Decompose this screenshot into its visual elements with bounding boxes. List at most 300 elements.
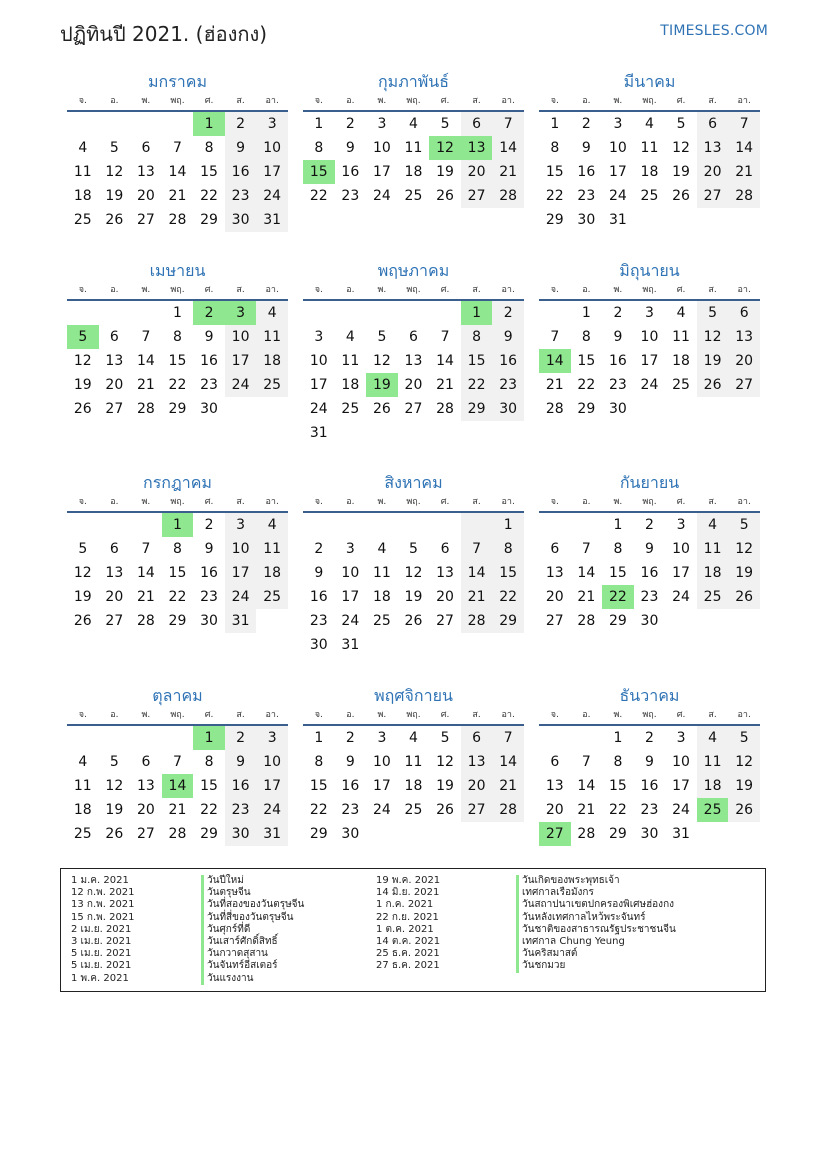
day-cell: 29 <box>608 826 627 842</box>
day-cell: 18 <box>640 164 659 180</box>
day-cell: 2 <box>314 541 324 557</box>
empty-day-cell <box>728 208 760 232</box>
day-cell: 20 <box>136 188 155 204</box>
day-cell: 7 <box>550 329 560 345</box>
day-cell: 30 <box>577 212 596 228</box>
day-cell: 13 <box>105 565 124 581</box>
day-cell: 23 <box>225 798 257 822</box>
empty-day-cell <box>130 301 162 325</box>
empty-day-cell <box>697 822 729 846</box>
empty-day-cell <box>67 513 99 537</box>
day-cell: 5 <box>697 301 729 325</box>
day-cell: 23 <box>640 802 659 818</box>
empty-day-cell <box>335 421 367 445</box>
day-cell: 26 <box>73 401 92 417</box>
day-cell: 6 <box>550 541 560 557</box>
day-cell: 23 <box>225 184 257 208</box>
empty-day-cell <box>429 301 461 325</box>
day-cell: 13 <box>404 353 423 369</box>
day-cell: 26 <box>404 613 423 629</box>
empty-day-cell <box>665 397 697 421</box>
weekday-label: จ. <box>550 497 559 507</box>
day-cell: 18 <box>697 774 729 798</box>
day-cell: 24 <box>672 802 690 818</box>
day-cell: 7 <box>581 754 591 770</box>
day-cell: 9 <box>492 325 524 349</box>
weekday-label: ส. <box>236 497 245 507</box>
weekday-label: ศ. <box>440 710 450 720</box>
weekday-label: ศ. <box>204 96 214 106</box>
month-name: มกราคม <box>147 72 208 91</box>
day-cell: 17 <box>256 774 288 798</box>
weekday-label: พ. <box>141 285 151 295</box>
weekday-label: อ. <box>110 497 119 507</box>
day-cell: 23 <box>341 188 360 204</box>
day-cell: 24 <box>225 585 257 609</box>
holiday-day-cell: 1 <box>193 112 225 136</box>
day-cell: 26 <box>436 188 454 204</box>
day-cell: 25 <box>404 802 423 818</box>
holiday-day-cell: 15 <box>303 160 335 184</box>
empty-day-cell <box>461 822 493 846</box>
day-cell: 28 <box>545 401 564 417</box>
day-cell: 28 <box>461 609 493 633</box>
weekday-header <box>303 708 524 726</box>
day-cell: 22 <box>200 188 218 204</box>
day-cell: 17 <box>608 164 627 180</box>
empty-day-cell <box>492 633 524 657</box>
week-row <box>303 301 524 325</box>
weekday-header <box>67 708 288 726</box>
month-calendar <box>67 684 288 846</box>
empty-day-cell <box>99 513 131 537</box>
empty-day-cell <box>256 397 288 421</box>
day-cell: 26 <box>697 373 729 397</box>
weekday-label: อ. <box>582 285 591 295</box>
holiday-dates-col-2 <box>376 875 440 973</box>
day-cell: 2 <box>345 730 355 746</box>
day-cell: 3 <box>256 726 288 750</box>
day-cell: 1 <box>613 517 623 533</box>
month-name: ธันวาคม <box>619 686 680 705</box>
weekday-label: พฤ. <box>406 710 421 720</box>
day-cell: 29 <box>200 212 218 228</box>
holiday-day-cell: 2 <box>193 301 225 325</box>
day-cell: 27 <box>461 798 493 822</box>
empty-day-cell <box>130 726 162 750</box>
day-cell: 7 <box>492 112 524 136</box>
weekday-label: อา. <box>265 285 279 295</box>
holiday-day-cell: 1 <box>193 726 225 750</box>
weekday-label: อา. <box>265 497 279 507</box>
holiday-date: 14 ต.ค. 2021 <box>376 936 441 948</box>
holiday-date: 5 เม.ย. 2021 <box>71 960 132 972</box>
day-cell: 4 <box>377 541 387 557</box>
day-cell: 6 <box>461 112 493 136</box>
week-row <box>303 774 524 798</box>
day-cell: 22 <box>168 589 187 605</box>
day-cell: 16 <box>341 164 360 180</box>
weekday-label: อา. <box>737 497 751 507</box>
day-cell: 2 <box>492 301 524 325</box>
day-cell: 6 <box>550 754 560 770</box>
day-cell: 9 <box>225 136 257 160</box>
day-cell: 18 <box>372 589 391 605</box>
day-cell: 2 <box>613 305 623 321</box>
weekday-header <box>67 94 288 112</box>
week-row <box>539 373 760 397</box>
week-row <box>67 513 288 537</box>
day-cell: 1 <box>550 116 560 132</box>
day-cell: 19 <box>73 589 92 605</box>
day-cell: 4 <box>78 754 88 770</box>
day-cell: 26 <box>73 613 92 629</box>
day-cell: 9 <box>225 750 257 774</box>
weekday-label: พ. <box>377 96 387 106</box>
weekday-label: พ. <box>613 285 623 295</box>
day-cell: 9 <box>645 541 654 557</box>
day-cell: 12 <box>73 353 92 369</box>
weekday-label: พ. <box>377 497 387 507</box>
holiday-day-cell: 19 <box>366 373 398 397</box>
week-row <box>539 798 760 822</box>
day-cell: 21 <box>461 585 493 609</box>
day-cell: 8 <box>581 329 591 345</box>
day-cell: 30 <box>640 613 659 629</box>
month-name: กุมภาพันธ์ <box>377 72 449 91</box>
weekday-label: ศ. <box>204 497 214 507</box>
week-row <box>303 609 524 633</box>
day-cell: 17 <box>225 349 257 373</box>
week-row <box>539 325 760 349</box>
day-cell: 13 <box>136 778 155 794</box>
day-cell: 27 <box>697 184 729 208</box>
empty-day-cell <box>571 726 603 750</box>
weekday-header <box>539 283 760 301</box>
day-cell: 11 <box>73 164 92 180</box>
weekday-label: อา. <box>737 710 751 720</box>
weekday-label: ศ. <box>204 285 214 295</box>
day-cell: 25 <box>672 377 690 393</box>
weekday-label: จ. <box>314 710 323 720</box>
day-cell: 8 <box>613 541 623 557</box>
day-cell: 20 <box>404 377 423 393</box>
month-calendar <box>303 684 524 846</box>
week-row <box>67 774 288 798</box>
empty-day-cell <box>130 112 162 136</box>
day-cell: 2 <box>581 116 591 132</box>
day-cell: 3 <box>345 541 355 557</box>
day-cell: 21 <box>136 589 155 605</box>
weekday-label: อ. <box>110 96 119 106</box>
weekday-label: ศ. <box>440 96 450 106</box>
empty-day-cell <box>539 301 571 325</box>
day-cell: 2 <box>645 517 654 533</box>
day-cell: 7 <box>173 754 182 770</box>
empty-day-cell <box>398 421 430 445</box>
day-cell: 10 <box>672 541 690 557</box>
day-cell: 23 <box>640 589 659 605</box>
day-cell: 31 <box>256 208 288 232</box>
day-cell: 4 <box>345 329 355 345</box>
day-cell: 15 <box>492 561 524 585</box>
week-row <box>303 822 524 846</box>
day-cell: 13 <box>545 778 564 794</box>
empty-day-cell <box>366 421 398 445</box>
day-cell: 28 <box>168 826 187 842</box>
day-cell: 22 <box>492 585 524 609</box>
day-cell: 2 <box>204 517 214 533</box>
day-cell: 5 <box>440 116 450 132</box>
month-calendar <box>539 259 760 421</box>
empty-day-cell <box>634 208 666 232</box>
weekday-label: พฤ. <box>642 285 657 295</box>
day-cell: 10 <box>341 565 360 581</box>
weekday-label: พฤ. <box>642 710 657 720</box>
empty-day-cell <box>571 513 603 537</box>
weekday-label: อ. <box>582 497 591 507</box>
day-cell: 6 <box>409 329 418 345</box>
day-cell: 15 <box>608 778 627 794</box>
day-cell: 3 <box>613 116 623 132</box>
weekday-label: จ. <box>550 710 559 720</box>
day-cell: 13 <box>697 136 729 160</box>
day-cell: 31 <box>309 425 328 441</box>
holiday-day-cell: 1 <box>162 513 194 537</box>
day-cell: 4 <box>409 730 418 746</box>
weekday-label: ส. <box>708 285 717 295</box>
day-cell: 8 <box>204 140 214 156</box>
day-cell: 15 <box>545 164 564 180</box>
day-cell: 27 <box>136 212 155 228</box>
day-cell: 6 <box>728 301 760 325</box>
day-cell: 15 <box>168 353 187 369</box>
weekday-label: พฤ. <box>170 497 185 507</box>
weekday-label: ศ. <box>676 710 686 720</box>
holiday-date: 25 ธ.ค. 2021 <box>376 948 440 960</box>
day-cell: 6 <box>109 541 119 557</box>
day-cell: 22 <box>309 802 328 818</box>
week-row <box>303 537 524 561</box>
empty-day-cell <box>366 513 398 537</box>
day-cell: 11 <box>404 140 423 156</box>
weekday-label: จ. <box>314 497 323 507</box>
day-cell: 15 <box>200 164 218 180</box>
day-cell: 14 <box>461 561 493 585</box>
weekday-header <box>539 708 760 726</box>
day-cell: 12 <box>436 754 454 770</box>
day-cell: 25 <box>404 188 423 204</box>
day-cell: 10 <box>672 754 690 770</box>
empty-day-cell <box>429 513 461 537</box>
day-cell: 5 <box>409 541 418 557</box>
holiday-name: วันที่สองของวันตรุษจีน <box>201 899 304 911</box>
day-cell: 20 <box>436 589 454 605</box>
empty-day-cell <box>461 421 493 445</box>
holiday-date: 22 ก.ย. 2021 <box>376 911 439 923</box>
weekday-label: พฤ. <box>642 96 657 106</box>
holiday-name: วันกวาดสุสาน <box>201 948 304 960</box>
day-cell: 19 <box>436 778 454 794</box>
weekday-label: ส. <box>472 710 481 720</box>
day-cell: 7 <box>492 726 524 750</box>
empty-day-cell <box>728 397 760 421</box>
holiday-day-cell: 13 <box>461 136 493 160</box>
day-cell: 2 <box>225 726 257 750</box>
day-cell: 10 <box>225 537 257 561</box>
month-calendar <box>539 684 760 846</box>
day-cell: 21 <box>436 377 454 393</box>
week-row <box>303 513 524 537</box>
weekday-label: อา. <box>265 710 279 720</box>
holiday-date: 14 มิ.ย. 2021 <box>376 887 440 899</box>
day-cell: 11 <box>73 778 92 794</box>
day-cell: 1 <box>314 730 324 746</box>
day-cell: 8 <box>173 541 182 557</box>
empty-day-cell <box>697 609 729 633</box>
week-row <box>67 136 288 160</box>
weekday-label: อา. <box>737 96 751 106</box>
weekday-label: พ. <box>141 96 151 106</box>
weekday-label: ส. <box>472 285 481 295</box>
day-cell: 17 <box>256 160 288 184</box>
weekday-label: พฤ. <box>406 96 421 106</box>
month-name: มีนาคม <box>623 72 676 91</box>
holiday-dates-col-1 <box>71 875 135 985</box>
weekday-label: ส. <box>236 710 245 720</box>
day-cell: 8 <box>314 140 324 156</box>
day-cell: 24 <box>309 401 328 417</box>
day-cell: 31 <box>672 826 690 842</box>
week-row <box>67 561 288 585</box>
day-cell: 21 <box>168 802 187 818</box>
day-cell: 12 <box>105 778 124 794</box>
month-name: พฤศจิกายน <box>374 686 453 705</box>
day-cell: 28 <box>728 184 760 208</box>
empty-day-cell <box>303 301 335 325</box>
holiday-list <box>60 868 766 992</box>
empty-day-cell <box>335 301 367 325</box>
week-row <box>539 112 760 136</box>
day-cell: 24 <box>256 184 288 208</box>
holiday-name: วันแรงงาน <box>201 973 304 985</box>
day-cell: 14 <box>168 164 187 180</box>
day-cell: 18 <box>341 377 360 393</box>
week-row <box>539 750 760 774</box>
day-cell: 9 <box>345 754 355 770</box>
empty-day-cell <box>99 301 131 325</box>
day-cell: 27 <box>105 613 124 629</box>
weekday-label: จ. <box>78 710 87 720</box>
day-cell: 8 <box>204 754 214 770</box>
holiday-names-col-1 <box>201 875 304 985</box>
day-cell: 19 <box>105 802 124 818</box>
day-cell: 4 <box>645 116 654 132</box>
day-cell: 1 <box>581 305 591 321</box>
weekday-label: พ. <box>141 710 151 720</box>
day-cell: 29 <box>168 613 187 629</box>
holiday-day-cell: 27 <box>539 822 571 846</box>
day-cell: 18 <box>404 778 423 794</box>
day-cell: 14 <box>577 565 596 581</box>
day-cell: 5 <box>109 754 119 770</box>
day-cell: 20 <box>697 160 729 184</box>
day-cell: 10 <box>309 353 328 369</box>
day-cell: 3 <box>256 112 288 136</box>
day-cell: 22 <box>168 377 187 393</box>
day-cell: 7 <box>141 541 151 557</box>
holiday-name: วันศุกร์ที่ดี <box>201 924 304 936</box>
holiday-day-cell: 3 <box>225 301 257 325</box>
day-cell: 27 <box>545 613 564 629</box>
weekday-label: พฤ. <box>642 497 657 507</box>
week-row <box>67 609 288 633</box>
day-cell: 22 <box>608 802 627 818</box>
empty-day-cell <box>67 112 99 136</box>
day-cell: 1 <box>314 116 324 132</box>
day-cell: 17 <box>372 164 391 180</box>
day-cell: 30 <box>200 401 218 417</box>
day-cell: 22 <box>461 373 493 397</box>
day-cell: 29 <box>200 826 218 842</box>
day-cell: 8 <box>461 325 493 349</box>
day-cell: 29 <box>461 397 493 421</box>
week-row <box>303 726 524 750</box>
day-cell: 26 <box>105 212 124 228</box>
week-row <box>539 774 760 798</box>
day-cell: 18 <box>256 561 288 585</box>
empty-day-cell <box>398 301 430 325</box>
day-cell: 6 <box>461 726 493 750</box>
day-cell: 18 <box>73 802 92 818</box>
day-cell: 14 <box>728 136 760 160</box>
week-row <box>303 421 524 445</box>
empty-day-cell <box>99 726 131 750</box>
week-row <box>539 726 760 750</box>
day-cell: 27 <box>436 613 454 629</box>
week-row <box>303 397 524 421</box>
day-cell: 12 <box>697 325 729 349</box>
day-cell: 24 <box>225 373 257 397</box>
day-cell: 26 <box>728 798 760 822</box>
empty-day-cell <box>665 609 697 633</box>
week-row <box>539 397 760 421</box>
day-cell: 11 <box>672 329 690 345</box>
empty-day-cell <box>162 112 194 136</box>
day-cell: 19 <box>436 164 454 180</box>
weekday-label: จ. <box>314 96 323 106</box>
day-cell: 24 <box>372 802 391 818</box>
day-cell: 18 <box>404 164 423 180</box>
day-cell: 14 <box>492 136 524 160</box>
day-cell: 18 <box>256 349 288 373</box>
brand-link[interactable]: TIMESLES.COM <box>660 23 768 39</box>
holiday-name: เทศกาล Chung Yeung <box>516 936 676 948</box>
weekday-label: จ. <box>314 285 323 295</box>
day-cell: 14 <box>577 778 596 794</box>
day-cell: 11 <box>256 325 288 349</box>
day-cell: 20 <box>105 589 124 605</box>
week-row <box>67 822 288 846</box>
week-row <box>539 561 760 585</box>
empty-day-cell <box>728 609 760 633</box>
day-cell: 29 <box>492 609 524 633</box>
holiday-name: วันสถาปนาเขตปกครองพิเศษฮ่องกง <box>516 899 676 911</box>
day-cell: 9 <box>345 140 355 156</box>
day-cell: 5 <box>440 730 450 746</box>
day-cell: 3 <box>377 730 387 746</box>
day-cell: 10 <box>640 329 659 345</box>
